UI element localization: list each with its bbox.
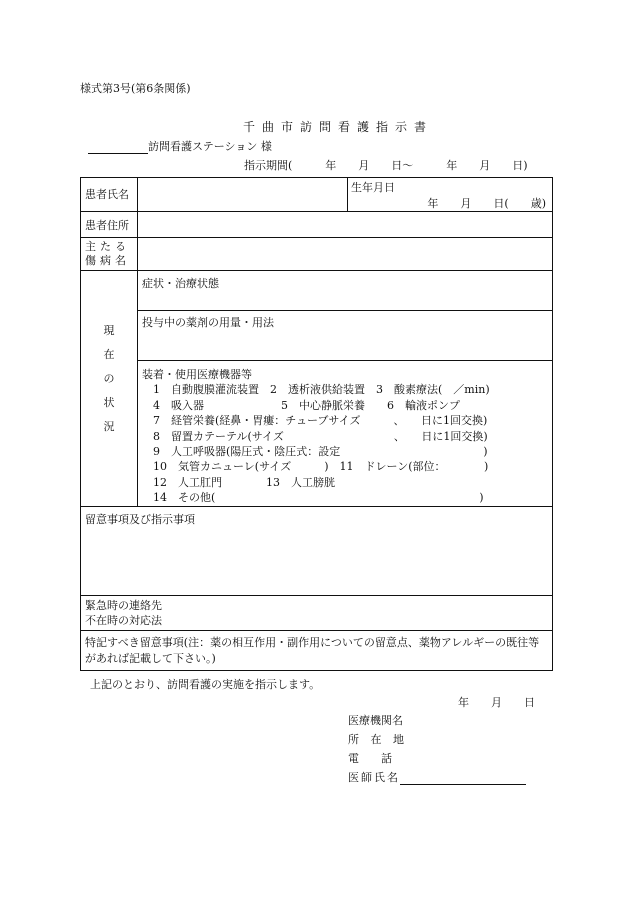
- devices-field[interactable]: [138, 361, 553, 507]
- device-line: 12 人工肛門 13 人工膀胱: [153, 475, 335, 489]
- emergency-contact-label: 緊急時の連絡先: [85, 599, 162, 612]
- doctor-name-row: [348, 769, 526, 785]
- birth-date-label: 生年月日: [351, 181, 395, 194]
- birth-date-value: 年 月 日( 歳): [427, 197, 546, 210]
- status-char: 在: [103, 348, 115, 361]
- disease-label-cell: [81, 238, 138, 271]
- status-char: 状: [103, 396, 115, 409]
- document-title: 千曲市訪問看護指示書: [243, 120, 434, 134]
- address-field[interactable]: [138, 212, 553, 238]
- absence-response-label: 不在時の対応法: [85, 614, 162, 627]
- status-char: 況: [103, 420, 115, 433]
- disease-field[interactable]: [138, 238, 553, 271]
- devices-title: 装着・使用医療機器等: [142, 368, 252, 381]
- instructions-label: 留意事項及び指示事項: [85, 513, 195, 526]
- issue-date: 年 月 日: [458, 696, 535, 709]
- status-char: 現: [103, 324, 115, 337]
- disease-label-line2: 傷病名: [85, 254, 130, 267]
- instruction-form-table: [80, 177, 553, 671]
- symptoms-label: 症状・治療状態: [142, 277, 219, 290]
- doctor-name-blank[interactable]: [400, 784, 526, 785]
- address-label: 患者住所: [85, 219, 129, 232]
- station-suffix: 訪問看護ステーション 様: [148, 140, 272, 153]
- device-line: 1 自動腹膜灌流装置 2 透析液供給装置 3 酸素療法( ／min): [153, 383, 490, 397]
- station-line: [88, 138, 272, 154]
- station-name-blank[interactable]: [88, 153, 148, 154]
- patient-name-field[interactable]: [138, 178, 348, 212]
- institution-name-label: 医療機関名: [348, 714, 403, 727]
- instruction-statement: 上記のとおり、訪問看護の実施を指示します。: [90, 678, 321, 691]
- patient-name-label: 患者氏名: [85, 188, 129, 201]
- instructions-field[interactable]: [81, 507, 553, 596]
- birth-date-field[interactable]: [348, 178, 553, 212]
- device-line: 4 吸入器 5 中心静脈栄養 6 輸液ポンプ: [153, 398, 460, 412]
- special-notes-text: 特記すべき留意事項(注：薬の相互作用・副作用についての留意点、薬物アレルギーの既往等があれば記載して下さい。): [85, 636, 540, 665]
- medication-field[interactable]: [138, 311, 553, 361]
- disease-label-line1: 主たる: [85, 240, 130, 253]
- address-label-cell: [81, 212, 138, 238]
- device-line: 14 その他( ): [153, 491, 484, 505]
- form-number: 様式第3号(第6条関係): [80, 82, 191, 95]
- current-status-label-cell: [81, 271, 138, 507]
- device-line: 7 経管栄養(経鼻・胃瘻：チューブサイズ 、 日に1回交換): [153, 414, 488, 428]
- medication-label: 投与中の薬剤の用量・用法: [142, 316, 274, 329]
- device-line: 10 気管カニューレ(サイズ ) 11 ドレーン(部位： ): [153, 460, 489, 474]
- phone-label: 電 話: [348, 752, 392, 765]
- instruction-period: 指示期間( 年 月 日～ 年 月 日): [244, 159, 528, 172]
- device-line: 9 人工呼吸器(陽圧式・陰圧式：設定 ): [153, 445, 488, 459]
- status-char: の: [103, 372, 115, 385]
- doctor-name-label: 医師氏名: [348, 771, 400, 784]
- location-label: 所 在 地: [348, 733, 408, 746]
- device-line: 8 留置カテーテル(サイズ 、 日に1回交換): [153, 429, 488, 443]
- special-notes-field[interactable]: [81, 631, 553, 671]
- emergency-contact-field[interactable]: [81, 596, 553, 631]
- symptoms-field[interactable]: [138, 271, 553, 311]
- patient-name-label-cell: [81, 178, 138, 212]
